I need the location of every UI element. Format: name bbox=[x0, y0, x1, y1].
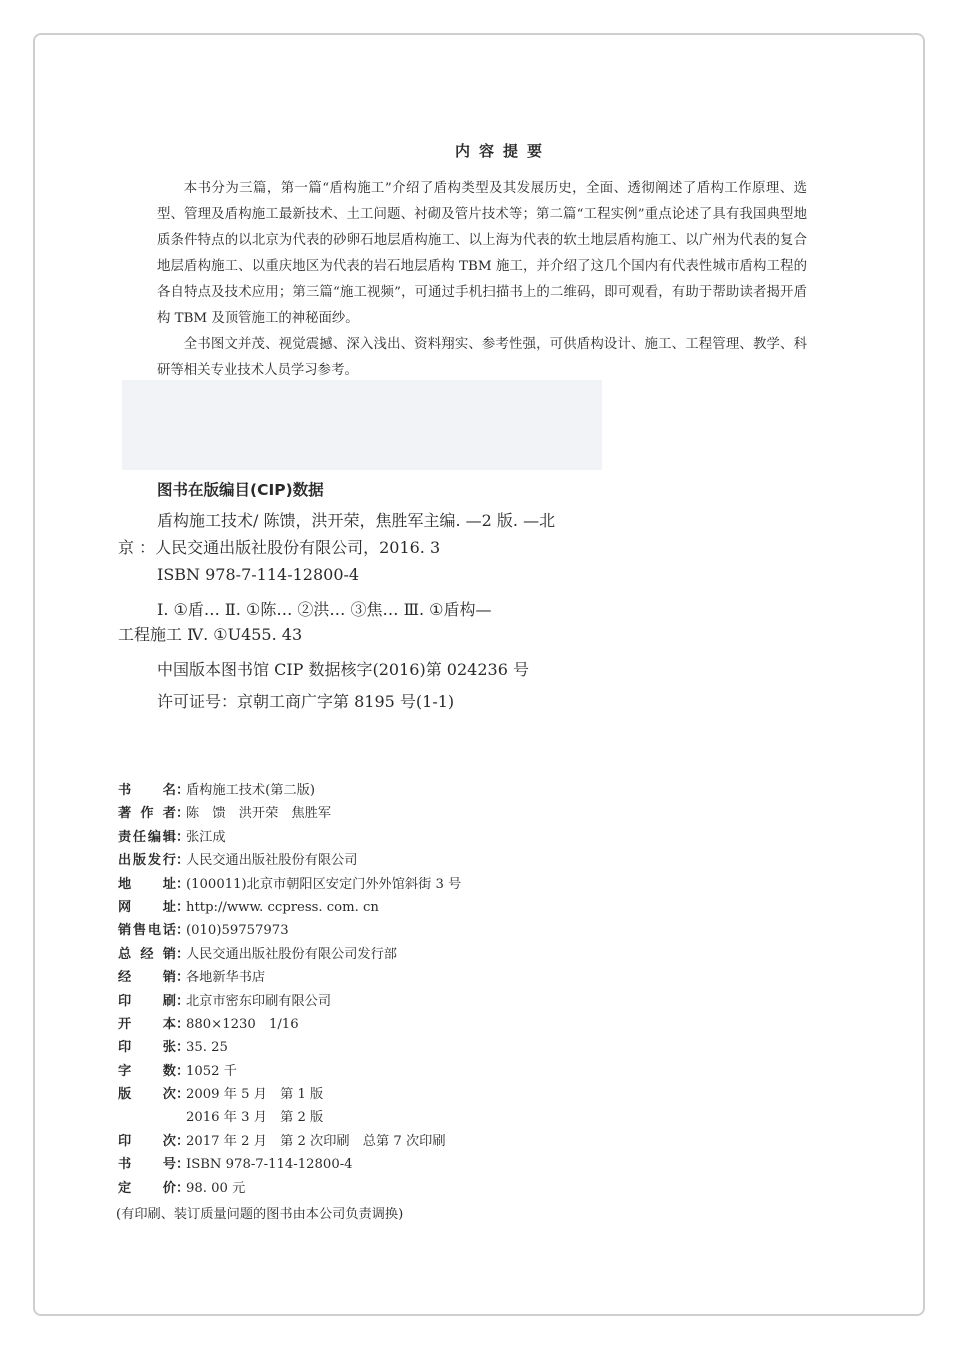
info-label: 印次 bbox=[118, 1133, 176, 1149]
info-value: (100011)北京市朝阳区安定门外外馆斜街 3 号 bbox=[186, 876, 462, 892]
info-row bbox=[118, 919, 461, 942]
abstract-paragraph: 全书图文并茂、视觉震撼、深入浅出、资料翔实、参考性强，可供盾构设计、施工、工程管理、教学、科研等相关专业技术人员学习参考。 bbox=[157, 337, 807, 378]
info-label: 总经销 bbox=[118, 946, 176, 962]
info-value: 北京市密东印刷有限公司 bbox=[186, 993, 332, 1009]
info-row bbox=[118, 1177, 461, 1200]
info-row bbox=[118, 943, 461, 966]
cip-isbn: ISBN 978-7-114-12800-4 bbox=[157, 565, 360, 584]
info-label: 印张 bbox=[118, 1040, 176, 1056]
info-row bbox=[118, 873, 461, 896]
info-value: 张江成 bbox=[186, 829, 226, 845]
info-colon: ： bbox=[176, 783, 190, 798]
info-value: ISBN 978-7-114-12800-4 bbox=[186, 1157, 353, 1173]
info-label: 著作者 bbox=[118, 806, 176, 822]
info-value: 98. 00 元 bbox=[186, 1180, 246, 1196]
info-label: 地址 bbox=[118, 876, 176, 892]
info-row bbox=[118, 1130, 461, 1153]
info-row bbox=[118, 779, 461, 802]
info-row bbox=[118, 990, 461, 1013]
info-colon: ： bbox=[176, 1180, 190, 1196]
info-label: 字数 bbox=[118, 1063, 176, 1079]
info-colon: ： bbox=[176, 923, 190, 939]
cip-heading: 图书在版编目(CIP)数据 bbox=[157, 481, 324, 499]
info-colon: ： bbox=[176, 993, 190, 1009]
info-label: 责任编辑 bbox=[118, 829, 176, 845]
info-label: 网址 bbox=[118, 899, 176, 915]
info-colon: ： bbox=[176, 970, 190, 986]
info-value: 盾构施工技术(第二版) bbox=[186, 783, 315, 798]
info-colon: ： bbox=[176, 1040, 190, 1056]
info-label: 开本 bbox=[118, 1016, 176, 1032]
info-value: 880×1230 1/16 bbox=[186, 1016, 299, 1032]
info-value: 人民交通出版社股份有限公司发行部 bbox=[186, 946, 397, 962]
info-value: 陈 馈 洪开荣 焦胜军 bbox=[186, 806, 332, 822]
info-colon: ： bbox=[176, 1087, 190, 1103]
show-through-cover-art bbox=[122, 380, 602, 470]
abstract-paragraph: 本书分为三篇，第一篇“盾构施工”介绍了盾构类型及其发展历史，全面、透彻阐述了盾构工作原理、选型、管理及盾构施工最新技术、土工问题、衬砌及管片技术等；第二篇“工程实例”重点论述了具有我国典型地质条件特点的以北京为代表的砂卵石地层盾构施工、以上海为代表的软土地层盾构施工、以广州为代表的复合地层盾构施工、以重庆地区为代表的岩石地层盾构 TBM 施工，并介绍了这几个国内有代表性城市盾构工程的各自特点及技术应用；第三篇“施工视频”，可通过手机扫描书上的二维码，即可观看，有助于帮助读者揭开盾构 TBM 及顶管施工的神秘面纱。 bbox=[157, 181, 807, 326]
info-colon: ： bbox=[176, 1063, 190, 1079]
info-colon: ： bbox=[176, 946, 190, 962]
info-colon: ： bbox=[176, 1157, 190, 1173]
info-colon bbox=[176, 1106, 186, 1129]
info-colon: ： bbox=[176, 899, 190, 915]
replacement-note: (有印刷、装订质量问题的图书由本公司负责调换) bbox=[116, 1207, 404, 1222]
info-colon: ： bbox=[176, 876, 190, 892]
info-row bbox=[118, 896, 461, 919]
cip-line: 京 ：人民交通出版社股份有限公司，2016. 3 bbox=[118, 538, 441, 557]
info-row bbox=[118, 1153, 461, 1176]
info-row bbox=[118, 1036, 461, 1059]
info-value: 1052 千 bbox=[186, 1063, 237, 1079]
cip-line: 盾构施工技术/ 陈馈，洪开荣，焦胜军主编. —2 版. —北 bbox=[157, 511, 556, 530]
info-value: http://www. ccpress. com. cn bbox=[186, 899, 379, 915]
publication-info bbox=[118, 779, 461, 1200]
info-row bbox=[118, 1013, 461, 1036]
cip-number: 中国版本图书馆 CIP 数据核字(2016)第 024236 号 bbox=[157, 660, 529, 679]
info-label: 经销 bbox=[118, 970, 176, 986]
info-row bbox=[118, 1106, 461, 1129]
info-row bbox=[118, 1060, 461, 1083]
info-label: 定价 bbox=[118, 1180, 176, 1196]
info-value: 2009 年 5 月 第 1 版 bbox=[186, 1087, 324, 1103]
info-row bbox=[118, 826, 461, 849]
abstract-title: 内容提要 bbox=[454, 142, 551, 160]
info-label: 书号 bbox=[118, 1157, 176, 1173]
info-row bbox=[118, 849, 461, 872]
info-colon: ： bbox=[176, 829, 190, 845]
info-colon: ： bbox=[176, 1133, 190, 1149]
info-label: 印刷 bbox=[118, 993, 176, 1009]
info-value: 各地新华书店 bbox=[186, 970, 266, 986]
info-row bbox=[118, 966, 461, 989]
info-value: 人民交通出版社股份有限公司 bbox=[186, 853, 358, 869]
info-colon: ： bbox=[176, 1016, 190, 1032]
info-label: 销售电话 bbox=[118, 923, 176, 939]
info-row bbox=[118, 802, 461, 825]
license-number: 许可证号：京朝工商广字第 8195 号(1-1) bbox=[157, 692, 455, 711]
info-value: 2017 年 2 月 第 2 次印刷 总第 7 次印刷 bbox=[186, 1133, 446, 1149]
info-label: 版次 bbox=[118, 1087, 176, 1103]
info-label: 出版发行 bbox=[118, 853, 176, 869]
cip-line: Ⅰ. ①盾… Ⅱ. ①陈… ②洪… ③焦… Ⅲ. ①盾构— bbox=[157, 600, 492, 619]
info-colon: ： bbox=[176, 806, 190, 822]
info-row bbox=[118, 1083, 461, 1106]
info-label: 书名 bbox=[118, 783, 176, 798]
info-value: 35. 25 bbox=[186, 1040, 228, 1056]
info-value: 2016 年 3 月 第 2 版 bbox=[186, 1110, 324, 1126]
info-label bbox=[118, 1106, 176, 1129]
info-value: (010)59757973 bbox=[186, 923, 289, 939]
info-colon: ： bbox=[176, 853, 190, 869]
cip-line: 工程施工 Ⅳ. ①U455. 43 bbox=[118, 625, 303, 644]
abstract-body bbox=[157, 176, 807, 384]
